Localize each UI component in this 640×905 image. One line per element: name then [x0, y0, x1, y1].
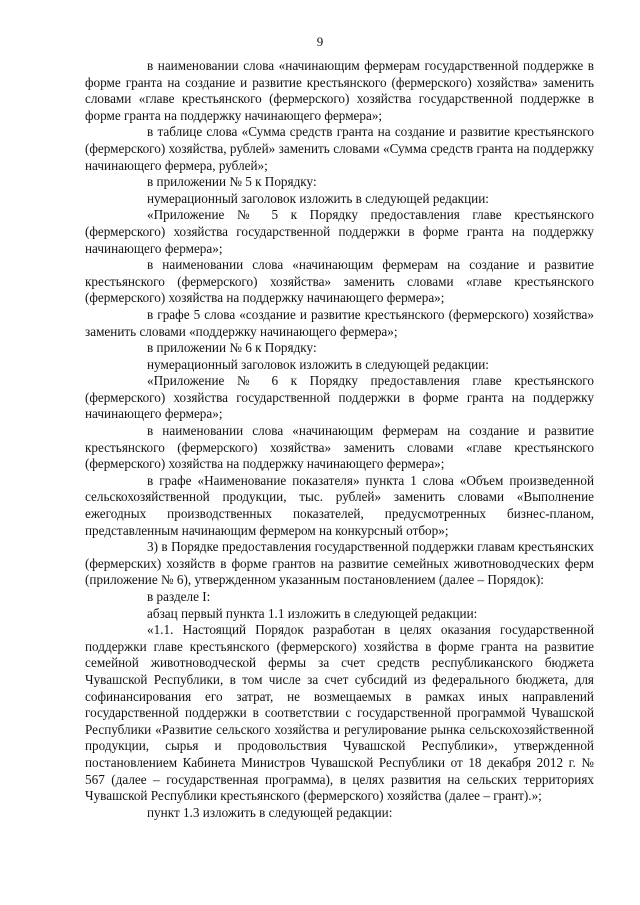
paragraph: нумерационный заголовок изложить в следующей редакции: — [147, 356, 489, 372]
page-number: 9 — [316, 34, 324, 49]
paragraph: пункт 1.3 изложить в следующей редакции: — [147, 804, 393, 820]
paragraph: в приложении № 5 к Порядку: — [147, 174, 317, 190]
paragraph: в наименовании слова «начинающим фермерам государственной поддержке в форме гранта на создание и развитие крестьянского (фермерского) хозяйства» заменить словами «главе крестьянского (фермерского) хозяйства государственной поддержке в форме гранта на поддержку начинающего фермера»; — [85, 58, 594, 123]
paragraph: «Приложение № 6 к Порядку предоставления главе крестьянского (фермерского) хозяйства государственной поддержки в форме гранта на поддержку начинающего фермера»; — [85, 373, 594, 422]
paragraph: в разделе I: — [147, 589, 211, 604]
paragraph: «1.1. Настоящий Порядок разработан в целях оказания государственной поддержки главе крестьянского (фермерского) хозяйства в форме гранта на развитие семейной животноводческой фермы за счет средств республиканского бюджета Чувашской Республики, в том числе за счет субсидий из федерального бюджета, для софинансирования его затрат, не возмещаемых в рамках иных направлений государственной поддержки в соответствии с государственной программой Чувашской Республики «Развитие сельского хозяйства и регулирование рынка сельскохозяйственной продукции, сырья и продовольствия Чувашской Республики», утвержденной постановлением Кабинета Министров Чувашской Республики от 18 декабря 2012 г. № 567 (далее – государственная программа), в целях развития на сельских территориях Чувашской Республики крестьянского (фермерского) хозяйства (далее – грант).»; — [85, 622, 594, 804]
paragraph: в наименовании слова «начинающим фермерам на создание и развитие крестьянского (фермерского) хозяйства» заменить словами «главе крестьянского (фермерского) хозяйства на поддержку начинающего фермера»; — [85, 257, 594, 306]
paragraph: в графе «Наименование показателя» пункта 1 слова «Объем произведенной сельскохозяйственной продукции, тыс. рублей» заменить словами «Выполнение ежегодных производственных показателей, предусмотренных бизнес-планом, представленным начинающим фермером на конкурсный отбор»; — [85, 472, 594, 538]
paragraph: в таблице слова «Сумма средств гранта на создание и развитие крестьянского (фермерского) хозяйства, рублей» заменить словами «Сумма средств гранта на поддержку начинающего фермера, рублей»; — [85, 124, 594, 173]
paragraph: в наименовании слова «начинающим фермерам на создание и развитие крестьянского (фермерского) хозяйства» заменить словами «главе крестьянского (фермерского) хозяйства на поддержку начинающего фермера»; — [85, 423, 594, 472]
paragraph: «Приложение № 5 к Порядку предоставления главе крестьянского (фермерского) хозяйства государственной поддержки в форме гранта на поддержку начинающего фермера»; — [85, 207, 594, 256]
paragraph: 3) в Порядке предоставления государственной поддержки главам крестьянских (фермерских) хозяйств в форме грантов на развитие семейных животноводческих ферм (приложение № 6), утвержденном указанным постановлением (далее – Порядок): — [85, 539, 594, 588]
paragraph: нумерационный заголовок изложить в следующей редакции: — [147, 190, 489, 206]
paragraph: в графе 5 слова «создание и развитие крестьянского (фермерского) хозяйства» заменить словами «поддержку начинающего фермера»; — [85, 306, 594, 339]
paragraph: абзац первый пункта 1.1 изложить в следующей редакции: — [147, 605, 478, 621]
document-body — [85, 58, 594, 821]
paragraph: в приложении № 6 к Порядку: — [147, 340, 317, 356]
